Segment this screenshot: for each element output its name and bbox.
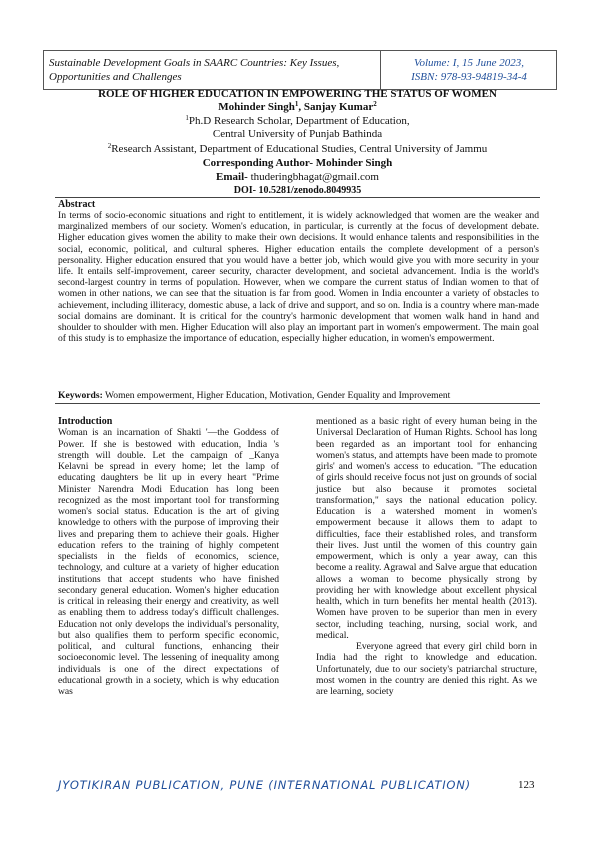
email-line xyxy=(0,171,595,184)
affiliation-1-line-1: Ph.D Research Scholar, Department of Education, xyxy=(188,115,410,127)
running-header xyxy=(43,50,557,90)
left-column xyxy=(58,416,279,697)
affiliation-2-sup: 2 xyxy=(107,142,112,150)
right-column xyxy=(316,416,537,697)
affiliation-2 xyxy=(0,143,595,156)
paper-title: ROLE OF HIGHER EDUCATION IN EMPOWERING THE STATUS OF WOMEN xyxy=(98,88,497,100)
isbn: ISBN: 978-93-94819-34-4 xyxy=(411,71,527,83)
keywords xyxy=(58,390,539,401)
volume-date: Volume: I, 15 June 2023, xyxy=(414,57,524,69)
introduction-right-paragraph-1: mentioned as a basic right of every human being in the Universal Declaration of Human Rights. School has long been regarded as an important tool for enhancing women's status, and attempts have been made to promote girls' and women's access to education. "The education of girls should receive focus not just on grounds of social justice but also because it promotes societal transformation," says the national education policy. Education is a watershed moment in women's empowerment because it allows them to adapt to difficulties, face their established roles, and transform their lives. Just until the women of this country gain empowerment, which is only a year away, can this become a reality. Agrawal and Salve argue that education allows a woman to become physically strong by providing her with knowledge about excellent physical health, which in turn benefits her mental health (2013). Women have proven to be superior than men in every sector, including teaching, nursing, social work, and medical. xyxy=(316,416,537,641)
author-1: Mohinder Singh xyxy=(218,101,295,113)
book-title: Sustainable Development Goals in SAARC Countries: Key Issues, Opportunities and Challenges xyxy=(49,57,340,83)
keywords-bottom-rule xyxy=(55,403,540,404)
volume-info xyxy=(389,56,549,84)
affiliation-1-sup: 1 xyxy=(185,114,189,122)
keywords-text: Women empowerment, Higher Education, Motivation, Gender Equality and Improvement xyxy=(102,390,451,401)
abstract-top-rule xyxy=(55,197,540,198)
author-1-sup: 1 xyxy=(294,100,299,108)
affiliation-1 xyxy=(0,115,595,141)
keywords-label: Keywords: xyxy=(58,390,103,401)
author-2-sup: 2 xyxy=(373,100,377,108)
introduction-heading: Introduction xyxy=(58,416,113,427)
authors xyxy=(0,101,595,114)
abstract-text: In terms of socio-economic situations and right to entitlement, it is widely acknowledged that women are the weaker and marginalized members of our society. Women's education, in particular, is currently at the focus of development debate. Higher education gives women the ability to make their own decisions. It would enhance talents and responsibilities in the social, economic, political, and cultural spheres. Higher education entails the complete development of a person's personality. Higher education ensured that you would have a better job, which would give you with more security in your life. It entails self-improvement, career security, character development, and societal advancement. India is the world's second-largest country in terms of population. However, when we compare the current status of Indian women to that of women in other nations, we can see that the situation is far from good. Women in India encounter a variety of obstacles to achievement, including illiteracy, domestic abuse, a lack of drive and support, and so on. India is a country where man-made social domains are dominant. It is critical for the country's harmonic development that women walk hand in hand and shoulder to shoulder with men. Higher Education will also play an important part in women's empowerment. The main goal of this study is to emphasize the importance of education, especially higher education, in women's empowerment. xyxy=(58,210,539,345)
introduction-left-paragraph: Woman is an incarnation of Shakti '—the Goddess of Power. If she is bestowed with education, India 's strength will double. Let the campaign of _Kanya Kelavni be spread in every home; let the lamp of educating daughters be lit up in every heart "Prime Minister Narendra Modi Education has long been recognized as the most important tool for transforming women's social status. Education is the art of giving knowledge to others with the purpose of improving their lives and preparing them to achieve their goals. Higher education refers to the training of highly competent specialists in the fields of economics, science, technology, and culture at a variety of higher education institutions that accept students who have finished secondary general education. Women's higher education is critical in releasing their energy and creativity, as well as enabling them to address today's difficult challenges. Education not only develops the individual's personality, but also qualifies them to perform specific economic, political, and cultural functions, enhancing their socioeconomic level. The lessening of inequality among individuals is one of the direct expectations of educational growth in a society, which is why education was xyxy=(58,427,279,697)
email-label: Email- xyxy=(216,171,248,183)
doi: DOI- 10.5281/zenodo.8049935 xyxy=(233,185,362,196)
corresponding-author: Corresponding Author- Mohinder Singh xyxy=(202,157,393,169)
introduction-right-paragraph-2: Everyone agreed that every girl child born in India had the right to knowledge and education. Unfortunately, due to our society's patriarchal structure, most women in the country are denied this right. As we are learning, society xyxy=(316,641,537,697)
author-separator: , xyxy=(298,101,304,113)
page-number: 123 xyxy=(518,779,535,791)
email-address: thuderingbhagat@gmail.com xyxy=(247,171,379,183)
header-divider xyxy=(380,51,381,89)
publisher-footer: JYOTIKIRAN PUBLICATION, PUNE (INTERNATIONAL PUBLICATION) xyxy=(58,778,471,792)
abstract-heading: Abstract xyxy=(58,199,96,210)
affiliation-1-line-2: Central University of Punjab Bathinda xyxy=(212,128,383,140)
author-2: Sanjay Kumar xyxy=(303,101,374,113)
affiliation-2-line-1: Research Assistant, Department of Educational Studies, Central University of Jammu xyxy=(111,143,488,155)
